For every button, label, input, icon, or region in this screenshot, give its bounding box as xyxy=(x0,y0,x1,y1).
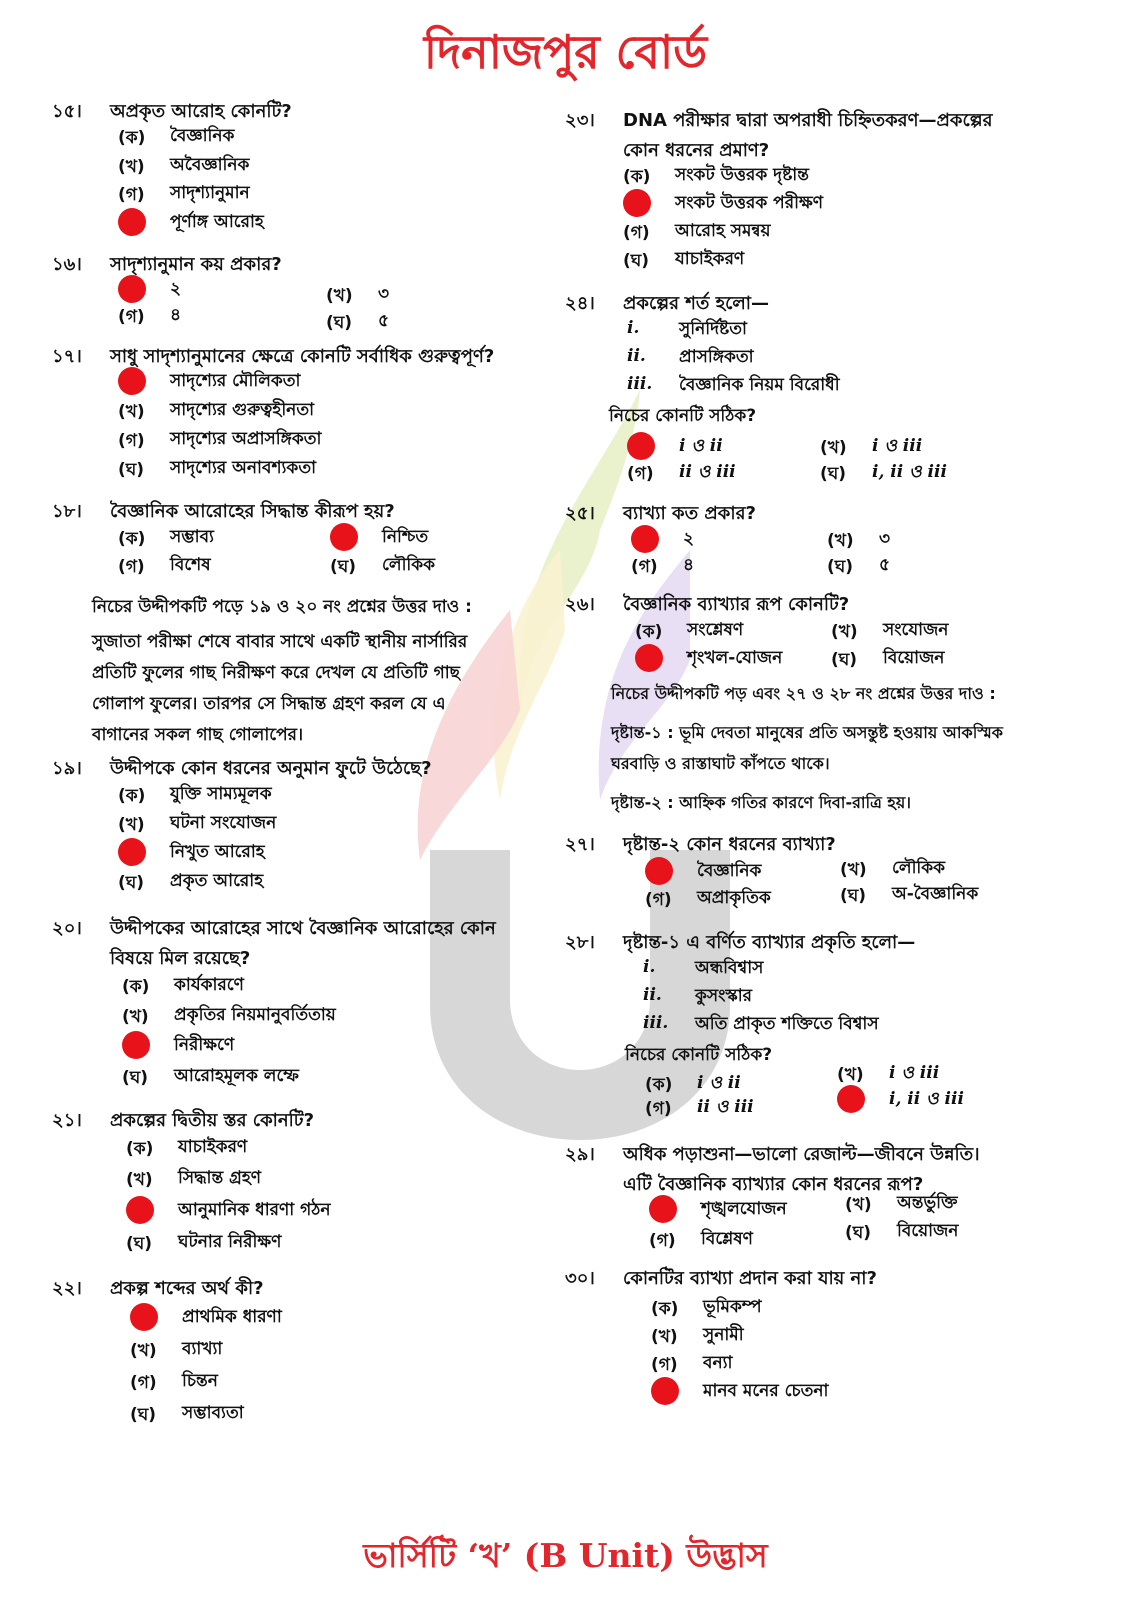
answer-marker-icon xyxy=(623,189,651,217)
page-title: দিনাজপুর বোর্ড xyxy=(423,25,708,79)
answer-marker-icon xyxy=(635,644,663,672)
answer-marker-icon xyxy=(631,525,659,553)
question-21: ২১। প্রকল্পের দ্বিতীয় স্তর কোনটি? (ক) যাচাইকরণ (খ) সিদ্ধান্ত গ্রহণ আনুমানিক ধারণা গঠন (ঘ) ঘটনার নিরীক্ষণ xyxy=(52,1110,331,1254)
question-23: ২৩। DNA পরীক্ষার দ্বারা অপরাধী চিহ্নিতকরণ—প্রকল্পের কোন ধরনের প্রমাণ? (ক) সংকট উত্তরক দৃষ্টান্ত সংকট উত্তরক পরীক্ষণ (গ) আরোহ সমন্বয় (ঘ) যাচাইকরণ xyxy=(565,110,993,271)
answer-marker-icon xyxy=(122,1031,150,1059)
footer-brand: ভার্সিটি ‘খ’ (B Unit) উদ্ভাস xyxy=(363,1536,768,1575)
answer-marker-icon xyxy=(627,432,655,460)
question-20: ২০। উদ্দীপকের আরোহের সাথে বৈজ্ঞানিক আরোহের কোন বিষয়ে মিল রয়েছে? (ক) কার্যকারণে (খ) প্রকৃতির নিয়মানুবর্তিতায় নিরীক্ষণে (ঘ) আরোহমূলক লম্ফে xyxy=(52,918,496,1088)
answer-marker-icon xyxy=(330,523,358,551)
answer-marker-icon xyxy=(118,367,146,395)
question-15: ১৫। অপ্রকৃত আরোহ কোনটি? (ক) বৈজ্ঞানিক (খ) অবৈজ্ঞানিক (গ) সাদৃশ্যানুমান পূর্ণাঙ্গ আরোহ xyxy=(52,95,552,125)
question-28: ২৮। দৃষ্টান্ত-১ এ বর্ণিত ব্যাখ্যার প্রকৃতি হলো— i. অন্ধবিশ্বাস ii. কুসংস্কার iii. অতি প্রাকৃত শক্তিতে বিশ্বাস নিচের কোনটি সঠিক? (ক) i ও ii (খ) i ও iii (গ) ii ও iii i, ii ও iii xyxy=(565,932,964,1119)
example-2-label: দৃষ্টান্ত-২ : xyxy=(611,793,674,812)
question-24: ২৪। প্রকল্পের শর্ত হলো— i. সুনির্দিষ্টতা ii. প্রাসঙ্গিকতা iii. বৈজ্ঞানিক নিয়ম বিরোধী নিচের কোনটি সঠিক? i ও ii (খ) i ও iii (গ) ii ও iii (ঘ) i, ii ও iii xyxy=(565,293,947,484)
question-27: ২৭। দৃষ্টান্ত-২ কোন ধরনের ব্যাখ্যা? বৈজ্ঞানিক (খ) লৌকিক (গ) অপ্রাকৃতিক (ঘ) অ-বৈজ্ঞানিক xyxy=(565,834,979,910)
question-30: ৩০। কোনটির ব্যাখ্যা প্রদান করা যায় না? (ক) ভূমিকম্প (খ) সুনামী (গ) বন্যা মানব মনের চেতনা xyxy=(565,1262,1085,1292)
answer-marker-icon xyxy=(837,1085,865,1113)
question-17: ১৭। সাধু সাদৃশ্যানুমানের ক্ষেত্রে কোনটি সর্বাধিক গুরুত্বপূর্ণ? সাদৃশ্যের মৌলিকতা (খ) সাদৃশ্যের গুরুত্বহীনতা (গ) সাদৃশ্যের অপ্রাসঙ্গিকতা (ঘ) সাদৃশ্যের অনাবশ্যকতা xyxy=(52,346,495,480)
question-18: ১৮। বৈজ্ঞানিক আরোহের সিদ্ধান্ত কীরূপ হয়? (ক) সম্ভাব্য নিশ্চিত (গ) বিশেষ (ঘ) লৌকিক xyxy=(52,501,436,577)
answer-marker-icon xyxy=(130,1303,158,1331)
question-29: ২৯। অধিক পড়াশুনা—ভালো রেজাল্ট—জীবনে উন্নতি। এটি বৈজ্ঞানিক ব্যাখ্যার কোন ধরনের রূপ? শৃঙ্খলযোজন (খ) অন্তর্ভুক্তি (গ) বিশ্লেষণ (ঘ) বিয়োজন xyxy=(565,1144,980,1251)
answer-marker-icon xyxy=(126,1196,154,1224)
question-26: ২৬। বৈজ্ঞানিক ব্যাখ্যার রূপ কোনটি? (ক) সংশ্লেষণ (খ) সংযোজন শৃংখল-যোজন (ঘ) বিয়োজন xyxy=(565,594,949,670)
stimulus-27-28: নিচের উদ্দীপকটি পড় এবং ২৭ ও ২৮ নং প্রশ্নের উত্তর দাও : দৃষ্টান্ত-১ : ভূমি দেবতা মানুষের প্রতি অসন্তুষ্ট হওয়ায় আকস্মিক ঘরবাড়ি ও রাস্তাঘাট কাঁপতে থাকে। দৃষ্টান্ত-২ : আহ্নিক গতির কারণে দিবা-রাত্রি হয়। xyxy=(611,678,1081,818)
answer-marker-icon xyxy=(118,838,146,866)
example-1-label: দৃষ্টান্ত-১ : xyxy=(611,723,674,742)
stimulus-intro: নিচের উদ্দীপকটি পড়ে ১৯ ও ২০ নং প্রশ্নের উত্তর দাও : xyxy=(92,597,472,617)
which-correct: নিচের কোনটি সঠিক? xyxy=(625,1045,773,1065)
question-number: ১৫। xyxy=(52,101,82,122)
answer-marker-icon xyxy=(118,208,146,236)
answer-marker-icon xyxy=(651,1377,679,1405)
question-22: ২২। প্রকল্প শব্দের অর্থ কী? প্রাথমিক ধারণা (খ) ব্যাখ্যা (গ) চিন্তন (ঘ) সম্ভাব্যতা xyxy=(52,1278,282,1425)
stimulus-19-20: নিচের উদ্দীপকটি পড়ে ১৯ ও ২০ নং প্রশ্নের উত্তর দাও : সুজাতা পরীক্ষা শেষে বাবার সাথে একটি স্থানীয় নার্সারির প্রতিটি ফুলের গাছ নিরীক্ষণ করে দেখল যে প্রতিটি গাছ গোলাপ ফুলের। তারপর সে সিদ্ধান্ত গ্রহণ করল যে এ বাগানের সকল গাছ গোলাপের। xyxy=(92,592,552,751)
question-text: অপ্রকৃত আরোহ কোনটি? xyxy=(110,101,292,122)
answer-marker-icon xyxy=(118,275,146,303)
answer-marker-icon xyxy=(649,1195,677,1223)
question-25: ২৫। ব্যাখ্যা কত প্রকার? ২ (খ) ৩ (গ) ৪ (ঘ) ৫ xyxy=(565,503,891,577)
answer-marker-icon xyxy=(645,857,673,885)
question-19: ১৯। উদ্দীপকে কোন ধরনের অনুমান ফুটে উঠেছে? (ক) যুক্তি সাম্যমূলক (খ) ঘটনা সংযোজন নিখুত আরোহ (ঘ) প্রকৃত আরোহ xyxy=(52,758,432,893)
question-16: ১৬। সাদৃশ্যানুমান কয় প্রকার? ২ (খ) ৩ (গ) ৪ (ঘ) ৫ xyxy=(52,254,390,333)
which-correct: নিচের কোনটি সঠিক? xyxy=(609,406,757,426)
stimulus-intro: নিচের উদ্দীপকটি পড় এবং ২৭ ও ২৮ নং প্রশ্নের উত্তর দাও : xyxy=(611,684,996,703)
